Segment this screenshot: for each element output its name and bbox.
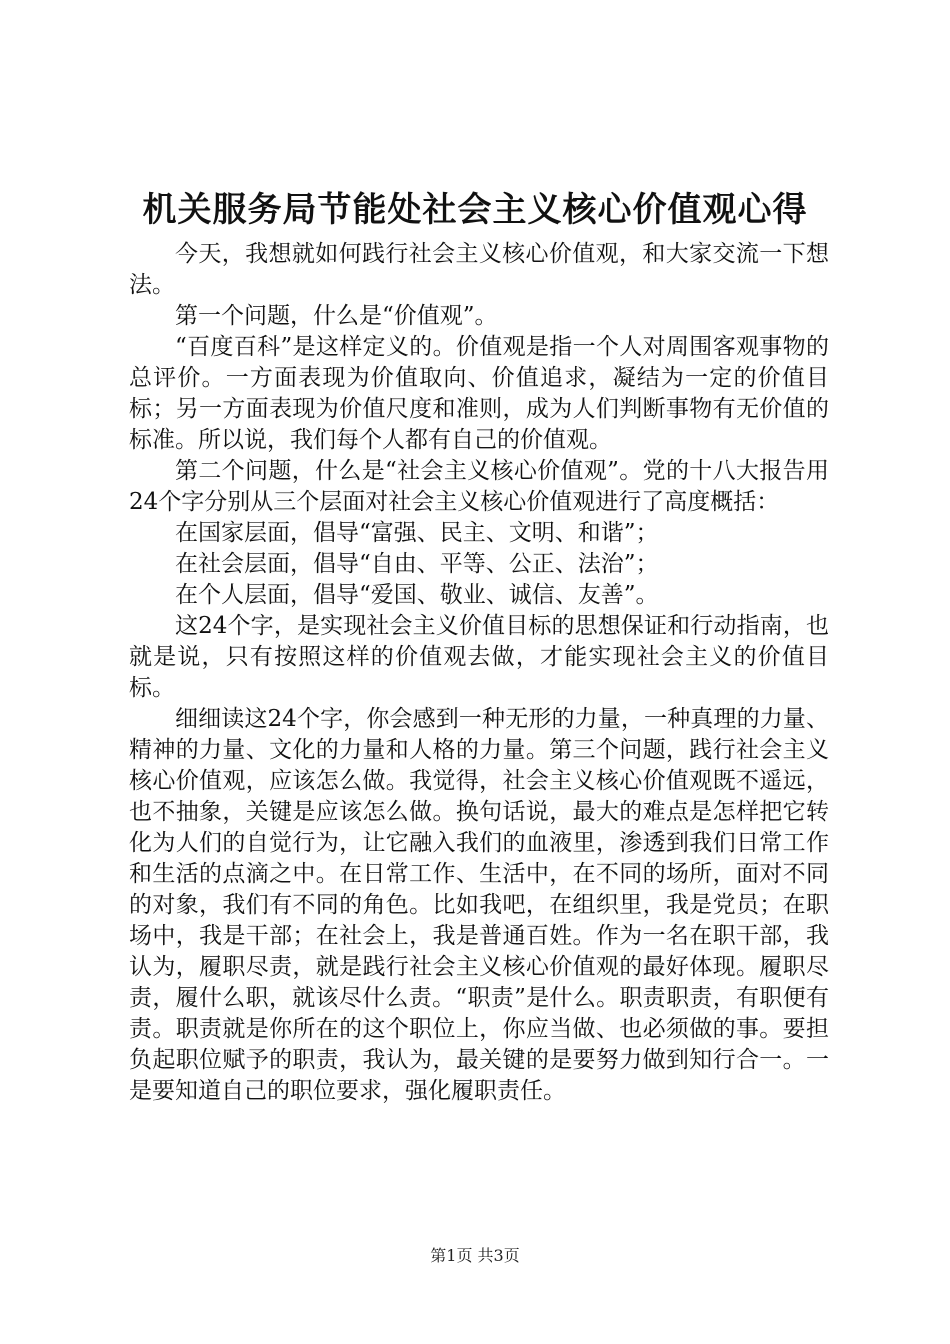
paragraph: 今天，我想就如何践行社会主义核心价值观，和大家交流一下想法。 xyxy=(129,241,829,298)
page-footer: 第1页 共3页 xyxy=(430,1246,520,1265)
paragraph: 第一个问题，什么是“价值观”。 xyxy=(175,303,498,329)
paragraph: 在国家层面，倡导“富强、民主、文明、和谐”； xyxy=(175,520,659,546)
paragraph: 细细读这24个字，你会感到一种无形的力量，一种真理的力量、精神的力量、文化的力量和人格的力量。第三个问题，践行社会主义核心价值观，应该怎么做。我觉得，社会主义核心价值观既不遥远，也不抽象，关键是应该怎么做。换句话说，最大的难点是怎样把它转化为人们的自觉行为，让它融入我们的血液里，渗透到我们日常工作和生活的点滴之中。在日常工作、生活中，在不同的场所，面对不同的对象，我们有不同的角色。比如我吧，在组织里，我是党员；在职场中，我是干部；在社会上，我是普通百姓。作为一名在职干部，我认为，履职尽责，就是践行社会主义核心价值观的最好体现。履职尽责，履什么职，就该尽什么责。“职责”是什么。职责职责，有职便有责。职责就是你所在的这个职位上，你应当做、也必须做的事。要担负起职位赋予的职责，我认为，最关键的是要努力做到知行合一。一是要知道自己的职位要求，强化履职责任。 xyxy=(129,706,829,1104)
paragraph: 第二个问题，什么是“社会主义核心价值观”。党的十八大报告用24个字分别从三个层面对社会主义核心价值观进行了高度概括： xyxy=(129,458,829,515)
paragraph: 在社会层面，倡导“自由、平等、公正、法治”； xyxy=(175,551,659,577)
document-title: 机关服务局节能处社会主义核心价值观心得 xyxy=(142,190,808,230)
paragraph: 在个人层面，倡导“爱国、敬业、诚信、友善”。 xyxy=(175,582,659,608)
paragraph: “百度百科”是这样定义的。价值观是指一个人对周围客观事物的总评价。一方面表现为价值取向、价值追求，凝结为一定的价值目标；另一方面表现为价值尺度和准则，成为人们判断事物有无价值的标准。所以说，我们每个人都有自己的价值观。 xyxy=(129,334,829,453)
paragraph: 这24个字，是实现社会主义价值目标的思想保证和行动指南，也就是说，只有按照这样的价值观去做，才能实现社会主义的价值目标。 xyxy=(129,613,829,701)
document-body xyxy=(129,239,829,1107)
